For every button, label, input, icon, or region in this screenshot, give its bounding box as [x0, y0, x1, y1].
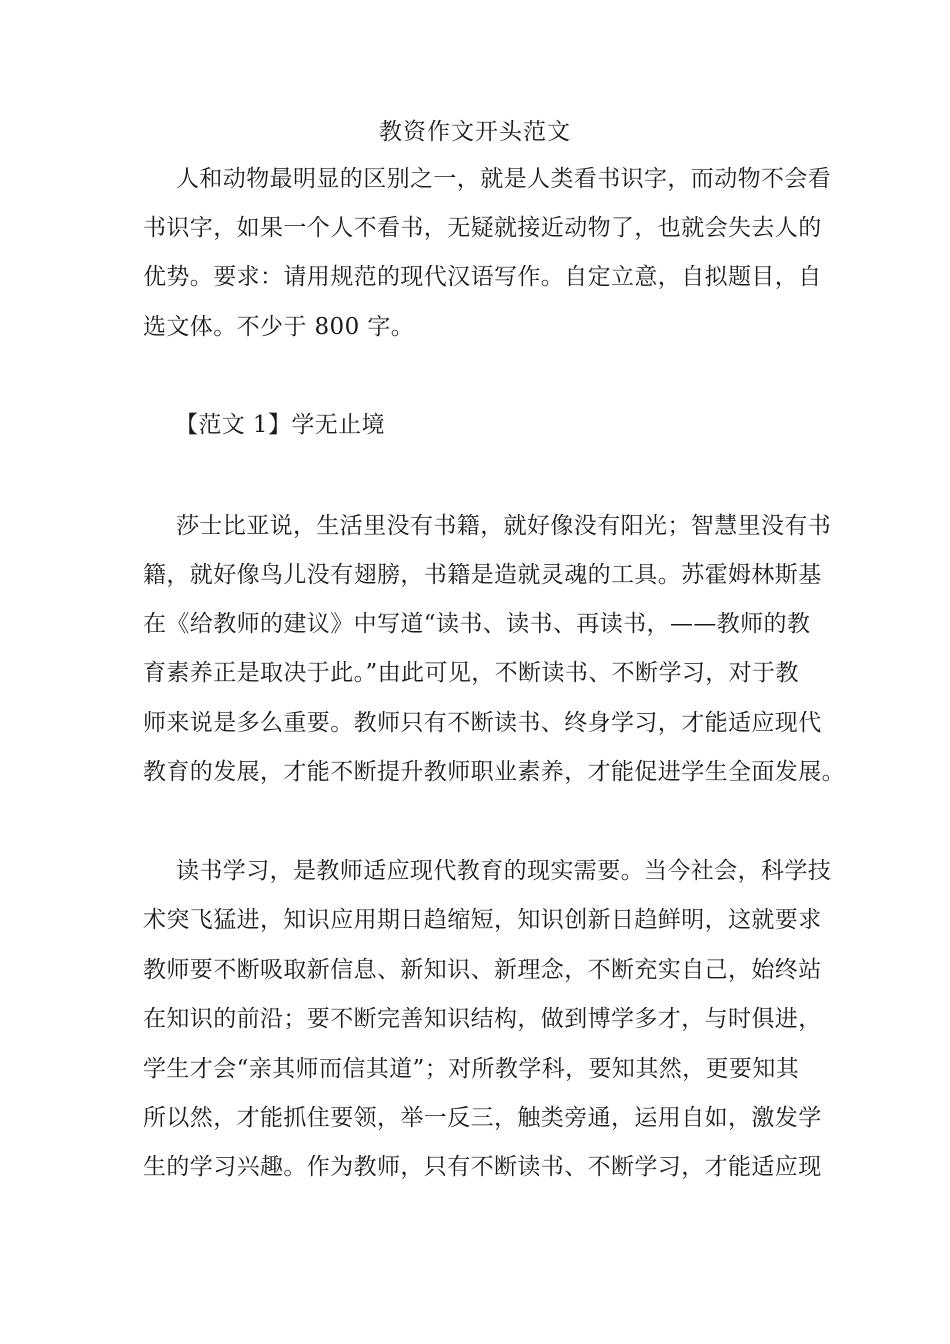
prompt-line-4: 选文体。不少于 800 字。: [143, 314, 415, 340]
paragraph1-line-6: 教育的发展，才能不断提升教师职业素养，才能促进学生全面发展。: [143, 759, 845, 785]
paragraph1-line-4: 育素养正是取决于此。”由此可见，不断读书、不断学习，对于教: [143, 660, 799, 686]
prompt-line-3: 优势。要求：请用规范的现代汉语写作。自定立意，自拟题目，自: [143, 264, 822, 290]
paragraph1-line-1: 莎士比亚说，生活里没有书籍，就好像没有阳光；智慧里没有书: [176, 513, 832, 539]
prompt-line-1: 人和动物最明显的区别之一，就是人类看书识字，而动物不会看: [176, 166, 832, 192]
paragraph2-line-3: 教师要不断吸取新信息、新知识、新理念，不断充实自己，始终站: [143, 957, 822, 983]
paragraph2-line-1: 读书学习，是教师适应现代教育的现实需要。当今社会，科学技: [176, 858, 832, 884]
paragraph2-line-5: 学生才会“亲其师而信其道”；对所教学科，要知其然，更要知其: [143, 1056, 800, 1082]
paragraph1-line-3: 在《给教师的建议》中写道“读书、读书、再读书，——教师的教: [143, 611, 811, 637]
paragraph1-line-2: 籍，就好像鸟儿没有翅膀，书籍是造就灵魂的工具。苏霍姆林斯基: [143, 562, 822, 588]
prompt-line-2: 书识字，如果一个人不看书，无疑就接近动物了，也就会失去人的: [143, 215, 822, 241]
paragraph2-line-4: 在知识的前沿；要不断完善知识结构，做到博学多才，与时俱进，: [143, 1006, 822, 1032]
essay-heading: 【范文 1】学无止境: [175, 412, 385, 438]
paragraph1-line-5: 师来说是多么重要。教师只有不断读书、终身学习，才能适应现代: [143, 710, 822, 736]
paragraph2-line-7: 生的学习兴趣。作为教师，只有不断读书、不断学习，才能适应现: [143, 1154, 822, 1180]
paragraph2-line-2: 术突飞猛进，知识应用期日趋缩短，知识创新日趋鲜明，这就要求: [143, 907, 822, 933]
paragraph2-line-6: 所以然，才能抓住要领，举一反三，触类旁通，运用自如，激发学: [143, 1105, 822, 1131]
document-title: 教资作文开头范文: [379, 119, 571, 145]
